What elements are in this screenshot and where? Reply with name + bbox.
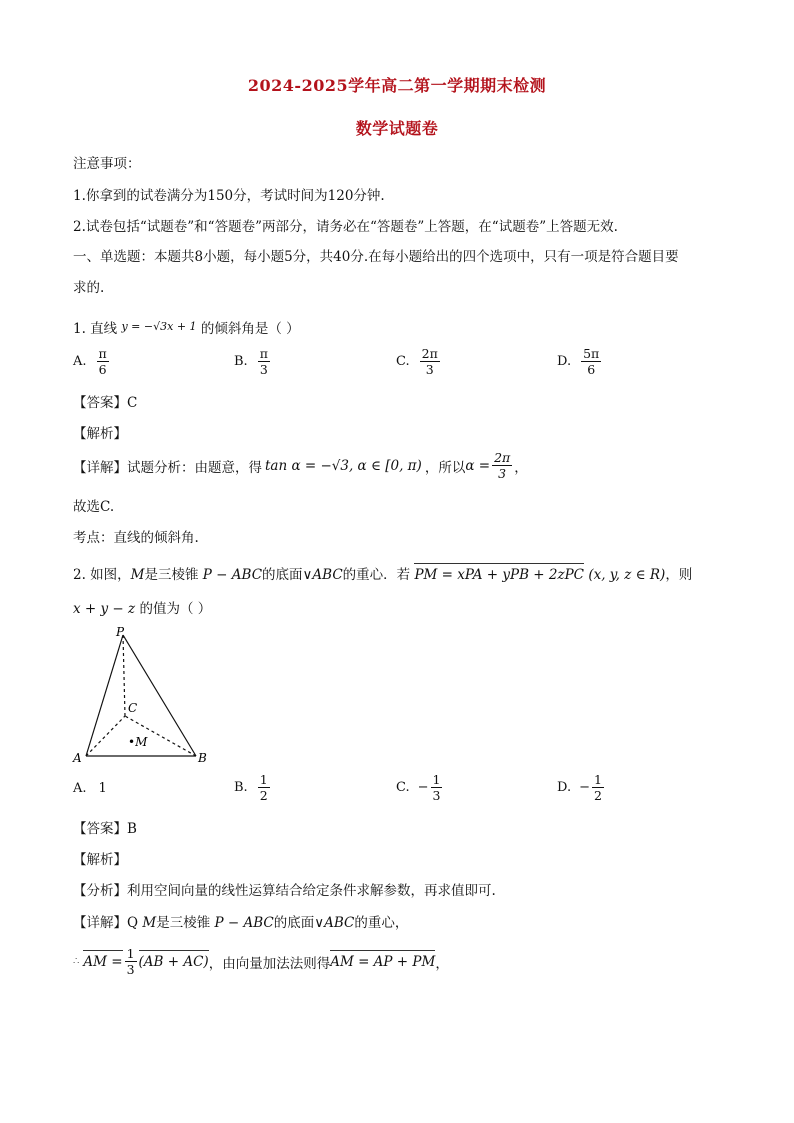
detail-alpha: α = bbox=[465, 457, 491, 474]
q2-option-a[interactable] bbox=[73, 781, 107, 796]
math-triangle: ∨ABC bbox=[302, 567, 343, 583]
option-value: 1 bbox=[98, 781, 107, 796]
notice-item-2: 2.试卷包括“试题卷”和“答题卷”两部分，请务必在“答题卷”上答题，在“试题卷”上答题无效. bbox=[73, 219, 618, 235]
option-label: C. bbox=[396, 780, 410, 795]
numerator: π bbox=[259, 346, 268, 361]
question-1-stem bbox=[73, 317, 300, 337]
q2-fenxi bbox=[73, 879, 496, 899]
vector-sum: (AB + AC) bbox=[138, 953, 209, 970]
fraction bbox=[420, 346, 440, 377]
stem-text: 的底面 bbox=[262, 567, 303, 583]
label-b: B bbox=[198, 751, 207, 765]
fenxi-tag: 【分析】 bbox=[73, 883, 127, 899]
label-c: C bbox=[128, 701, 138, 715]
minus-sign: − bbox=[579, 780, 590, 795]
detail-math: tan α = −√3, α ∈ [0, π) bbox=[265, 457, 422, 474]
fraction bbox=[431, 772, 443, 803]
math-pabc: P − ABC bbox=[202, 567, 263, 583]
answer-value: C bbox=[127, 395, 138, 411]
math-triangle: ∨ABC bbox=[314, 915, 355, 931]
q1-option-b[interactable] bbox=[234, 346, 272, 377]
answer-value: B bbox=[127, 821, 137, 837]
detail-end: ， bbox=[435, 955, 449, 972]
detail-end: ， bbox=[514, 459, 528, 476]
math-condition: (x, y, z ∈ R) bbox=[588, 567, 666, 583]
option-label: A. bbox=[73, 781, 87, 796]
vector-equation: AM = AP + PM bbox=[330, 953, 436, 970]
fraction bbox=[581, 346, 601, 377]
q2-analysis-tag: 【解析】 bbox=[73, 852, 127, 868]
q2-option-b[interactable] bbox=[234, 772, 272, 803]
q2-answer bbox=[73, 817, 137, 837]
exam-title: 2024-2025学年高二第一学期期末检测 bbox=[247, 76, 547, 95]
denominator: 3 bbox=[432, 788, 441, 803]
stem-text: 是三棱锥 bbox=[144, 567, 199, 583]
pyramid-figure bbox=[70, 622, 220, 767]
stem-text: 的值为（ ） bbox=[139, 601, 212, 617]
q1-answer bbox=[73, 391, 137, 411]
q1-option-a[interactable] bbox=[73, 346, 111, 377]
question-1-suffix: 的倾斜角是（ ） bbox=[200, 321, 300, 337]
label-a: A bbox=[73, 751, 82, 765]
q1-option-d[interactable] bbox=[557, 346, 603, 377]
detail-tag: 【详解】 bbox=[73, 459, 127, 476]
math-m: M bbox=[142, 915, 157, 931]
detail-tag: 【详解】 bbox=[73, 915, 127, 931]
question-2-stem-line2 bbox=[73, 597, 211, 617]
q1-conclusion: 故选C. bbox=[73, 499, 115, 515]
exam-subtitle: 数学试题卷 bbox=[355, 119, 439, 138]
fraction bbox=[97, 346, 109, 377]
therefore-symbol: ∴ bbox=[73, 956, 80, 967]
detail-text: 的重心， bbox=[354, 915, 409, 931]
stem-text: 的重心．若 bbox=[342, 567, 411, 583]
option-label: A. bbox=[73, 354, 87, 369]
option-label: B. bbox=[234, 780, 248, 795]
question-2-stem bbox=[73, 563, 692, 583]
fraction bbox=[258, 346, 270, 377]
q1-option-c[interactable] bbox=[396, 346, 442, 377]
denominator: 3 bbox=[425, 362, 434, 377]
numerator: 5π bbox=[583, 346, 600, 361]
question-1-equation: y = −√3x + 1 bbox=[121, 320, 197, 333]
notice-item-1: 1.你拿到的试卷满分为150分，考试时间为120分钟. bbox=[73, 188, 385, 204]
numerator: 1 bbox=[594, 772, 602, 787]
section-instruction-line2: 求的. bbox=[73, 280, 105, 296]
vector-am: AM = bbox=[83, 953, 123, 970]
option-label: B. bbox=[234, 354, 248, 369]
detail-mid: ，所以 bbox=[424, 459, 466, 476]
label-m: •M bbox=[128, 735, 148, 749]
question-1-number: 1. 直线 bbox=[73, 321, 118, 337]
math-pabc: P − ABC bbox=[214, 915, 274, 931]
q2-last-line bbox=[73, 946, 449, 977]
q2-option-d[interactable] bbox=[557, 772, 606, 803]
fraction bbox=[125, 946, 137, 977]
math-expression: x + y − z bbox=[73, 601, 136, 617]
detail-text: 试题分析：由题意，得 bbox=[127, 459, 262, 476]
q1-kaodian: 考点：直线的倾斜角. bbox=[73, 530, 199, 546]
vector-equation: PM = xPA + yPB + 2zPC bbox=[414, 567, 585, 583]
stem-text: ，则 bbox=[665, 567, 693, 583]
edge-pc bbox=[123, 635, 125, 716]
denominator: 2 bbox=[594, 788, 602, 803]
detail-text: 是三棱锥 bbox=[156, 915, 211, 931]
option-label: D. bbox=[557, 354, 572, 369]
symbol-q: Q bbox=[127, 915, 139, 931]
question-2-number: 2. 如图， bbox=[73, 567, 131, 583]
fraction bbox=[492, 450, 512, 481]
option-label: C. bbox=[396, 354, 410, 369]
q1-detail bbox=[73, 450, 528, 481]
notice-heading: 注意事项： bbox=[73, 156, 141, 172]
numerator: 1 bbox=[432, 772, 441, 787]
numerator: π bbox=[98, 346, 107, 361]
denominator: 6 bbox=[587, 362, 596, 377]
numerator: 2π bbox=[494, 450, 511, 465]
fraction bbox=[258, 772, 270, 803]
answer-tag: 【答案】 bbox=[73, 821, 127, 837]
numerator: 1 bbox=[259, 772, 268, 787]
minus-sign: − bbox=[417, 780, 429, 795]
q2-option-c[interactable] bbox=[396, 772, 444, 803]
denominator: 3 bbox=[498, 466, 507, 481]
detail-text: 的底面 bbox=[273, 915, 315, 931]
label-p: P bbox=[116, 625, 125, 639]
fraction bbox=[592, 772, 604, 803]
denominator: 3 bbox=[259, 362, 268, 377]
numerator: 1 bbox=[126, 946, 135, 961]
denominator: 2 bbox=[259, 788, 268, 803]
detail-text: ，由向量加法法则得 bbox=[208, 955, 331, 972]
math-m: M bbox=[130, 567, 145, 583]
option-label: D. bbox=[557, 780, 572, 795]
q2-detail bbox=[73, 911, 408, 931]
numerator: 2π bbox=[421, 346, 438, 361]
fenxi-text: 利用空间向量的线性运算结合给定条件求解参数，再求值即可. bbox=[127, 883, 496, 899]
section-instruction-line1: 一、单选题：本题共8小题，每小题5分，共40分.在每小题给出的四个选项中，只有一项是符合题目要 bbox=[73, 249, 679, 265]
denominator: 6 bbox=[98, 362, 107, 377]
q1-analysis-tag: 【解析】 bbox=[73, 426, 127, 442]
denominator: 3 bbox=[126, 962, 135, 977]
answer-tag: 【答案】 bbox=[73, 395, 127, 411]
